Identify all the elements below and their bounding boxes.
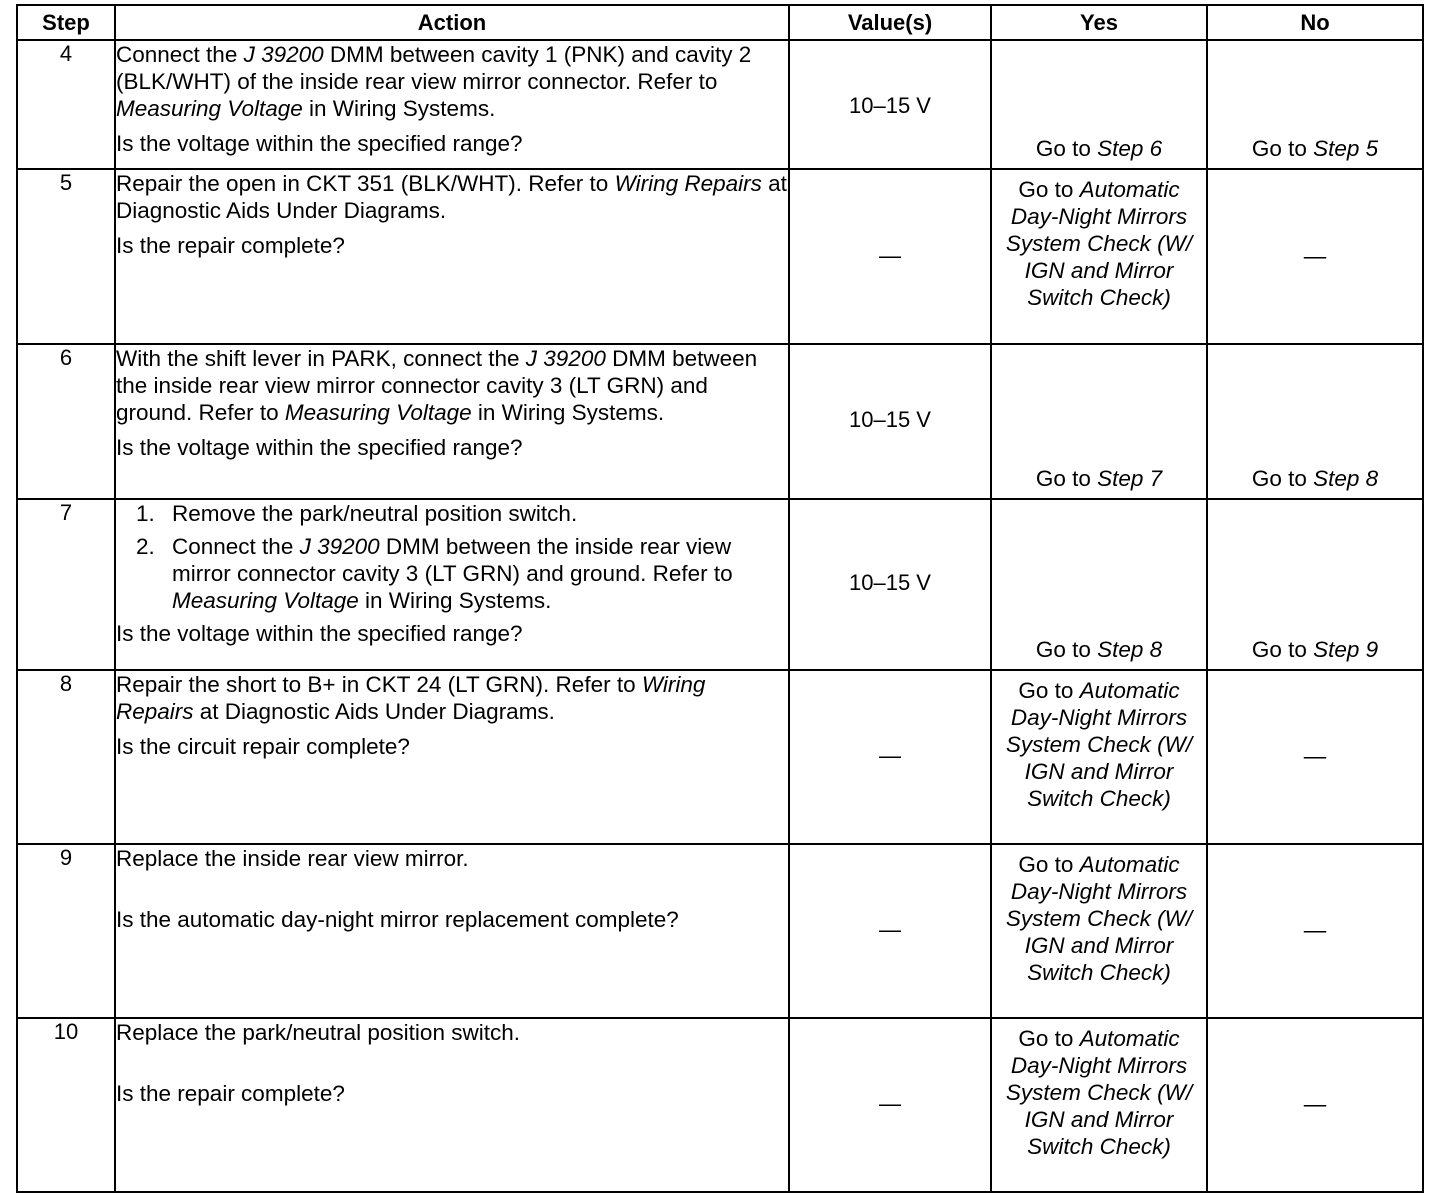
value-cell (789, 670, 991, 844)
value-text: 10–15 V (849, 407, 931, 432)
yes-goto[interactable]: Go to Step 6 (1035, 136, 1163, 161)
yes-goto[interactable]: Go to Automatic Day-Night Mirrors System Check (W/ IGN and Mirror Switch Check) (1005, 1026, 1193, 1159)
table-row (17, 499, 1423, 670)
no-goto[interactable]: Go to Step 9 (1251, 637, 1379, 662)
header-row (17, 5, 1423, 40)
no-cell (1207, 1018, 1423, 1192)
action-question: Is the repair complete? (116, 1081, 345, 1106)
value-cell (789, 1018, 991, 1192)
value-text: — (879, 242, 901, 268)
header-no: No (1207, 5, 1423, 40)
table-row (17, 40, 1423, 169)
action-question: Is the voltage within the specified range? (116, 435, 523, 460)
value-text: — (879, 917, 901, 942)
value-cell (789, 169, 991, 344)
value-cell (789, 499, 991, 670)
action-cell (115, 169, 789, 344)
no-goto[interactable]: Go to Step 5 (1251, 136, 1379, 161)
no-cell (1207, 169, 1423, 344)
table-row (17, 1018, 1423, 1192)
yes-cell (991, 499, 1207, 670)
value-cell (789, 844, 991, 1018)
no-goto[interactable]: Go to Step 8 (1251, 466, 1379, 491)
no-text: — (1303, 243, 1327, 268)
action-question: Is the repair complete? (116, 233, 345, 258)
action-text: Repair the short to B+ in CKT 24 (LT GRN). Refer to Wiring Repairs at Diagnostic Aids Under Diagrams. (116, 672, 706, 724)
value-text: — (879, 743, 901, 768)
action-text: With the shift lever in PARK, connect the J 39200 DMM between the inside rear view mirror connector cavity 3 (LT GRN) and ground. Refer to Measuring Voltage in Wiring Systems. (116, 346, 758, 425)
no-text: — (1303, 743, 1327, 769)
yes-cell (991, 844, 1207, 1018)
table-row (17, 844, 1423, 1018)
yes-goto[interactable]: Go to Automatic Day-Night Mirrors System Check (W/ IGN and Mirror Switch Check) (1005, 177, 1193, 310)
action-cell (115, 344, 789, 499)
no-cell (1207, 40, 1423, 169)
action-list (116, 500, 788, 614)
action-question: Is the voltage within the specified range? (116, 131, 523, 156)
action-text: Replace the park/neutral position switch. (116, 1020, 520, 1045)
action-cell (115, 40, 789, 169)
action-cell (115, 499, 789, 670)
list-item: 1. Remove the park/neutral position switch. (136, 501, 578, 526)
no-text: — (1303, 917, 1327, 943)
step-number: 10 (17, 1018, 115, 1192)
list-item: 2. Connect the J 39200 DMM between the inside rear view mirror connector cavity 3 (LT GRN) and ground. Refer to Measuring Voltage in Wiring Systems. (136, 534, 733, 613)
diagnostic-table (16, 4, 1424, 1193)
action-text: Connect the J 39200 DMM between cavity 1 (PNK) and cavity 2 (BLK/WHT) of the inside rear view mirror connector. Refer to Measuring Voltage in Wiring Systems. (116, 42, 752, 121)
yes-cell (991, 1018, 1207, 1192)
action-text: Repair the open in CKT 351 (BLK/WHT). Refer to Wiring Repairs at Diagnostic Aids Under Diagrams. (116, 171, 787, 223)
no-cell (1207, 844, 1423, 1018)
action-question: Is the voltage within the specified range? (116, 621, 523, 646)
step-number: 9 (17, 844, 115, 1018)
action-cell (115, 1018, 789, 1192)
table-row (17, 670, 1423, 844)
table-row (17, 169, 1423, 344)
no-cell (1207, 499, 1423, 670)
no-text: — (1303, 1091, 1327, 1117)
step-number: 6 (17, 344, 115, 499)
step-number: 5 (17, 169, 115, 344)
step-number: 4 (17, 40, 115, 169)
step-number: 7 (17, 499, 115, 670)
value-cell (789, 40, 991, 169)
action-cell (115, 844, 789, 1018)
step-number: 8 (17, 670, 115, 844)
yes-cell (991, 344, 1207, 499)
header-values: Value(s) (789, 5, 991, 40)
yes-goto[interactable]: Go to Automatic Day-Night Mirrors System Check (W/ IGN and Mirror Switch Check) (1005, 678, 1193, 811)
value-text: 10–15 V (849, 93, 931, 118)
value-text: — (879, 1091, 901, 1116)
yes-goto[interactable]: Go to Automatic Day-Night Mirrors System Check (W/ IGN and Mirror Switch Check) (1005, 852, 1193, 985)
table-row (17, 344, 1423, 499)
yes-goto[interactable]: Go to Step 8 (1035, 637, 1163, 662)
action-text: Replace the inside rear view mirror. (116, 846, 469, 871)
header-step: Step (17, 5, 115, 40)
yes-goto[interactable]: Go to Step 7 (1035, 466, 1163, 491)
header-action: Action (115, 5, 789, 40)
header-yes: Yes (991, 5, 1207, 40)
yes-cell (991, 40, 1207, 169)
yes-cell (991, 169, 1207, 344)
action-cell (115, 670, 789, 844)
no-cell (1207, 344, 1423, 499)
value-text: 10–15 V (849, 570, 931, 595)
no-cell (1207, 670, 1423, 844)
action-question: Is the automatic day-night mirror replacement complete? (116, 907, 679, 932)
action-question: Is the circuit repair complete? (116, 734, 410, 759)
value-cell (789, 344, 991, 499)
yes-cell (991, 670, 1207, 844)
